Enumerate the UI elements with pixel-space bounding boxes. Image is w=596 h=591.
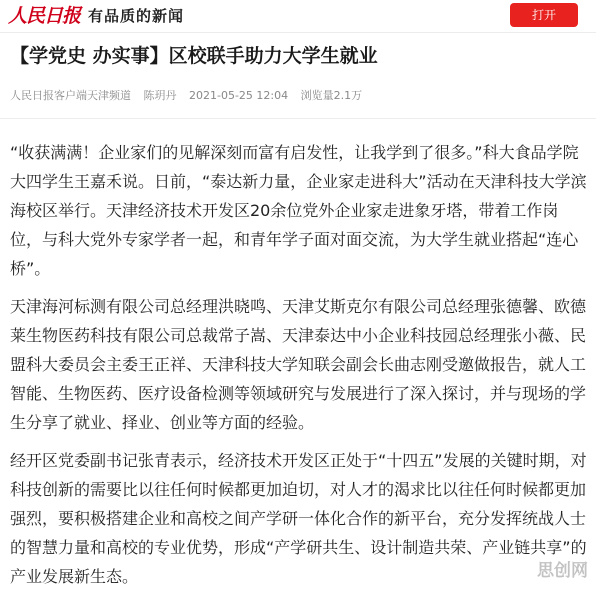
article-author: 陈玥丹: [143, 89, 177, 102]
article-paragraph-3: 经开区党委副书记张青表示，经济技术开发区正处于“十四五”发展的关键时期，对科技创新的需要比以往任何时候都更加迫切，对人才的渴求比以往任何时候都更加强烈，要积极搭建企业和高校之间产学研一体化合作的新平台，充分发挥统战人士的智慧力量和高校的专业优势，形成“产学研共生、设计制造共荣、产业链共享”的产业发展新生态。: [10, 451, 587, 586]
article-title: 【学党史 办实事】区校联手助力大学生就业: [10, 45, 378, 67]
watermark: 思创网: [537, 561, 588, 581]
article-paragraph-2: 天津海河标测有限公司总经理洪晓鸣、天津艾斯克尔有限公司总经理张德馨、欧德莱生物医药科技有限公司总裁常子嵩、天津泰达中小企业科技园总经理张小薇、民盟科大委员会主委王正祥、天津科技大学知联会副会长曲志刚受邀做报告，就人工智能、生物医药、医疗设备检测等领域研究与发展进行了深入探讨，并与现场的学生分享了就业、择业、创业等方面的经验。: [10, 297, 587, 432]
divider: [0, 118, 596, 119]
article-paragraph-1: “收获满满！企业家们的见解深刻而富有启发性，让我学到了很多。”科大食品学院大四学生王嘉禾说。日前，“泰达新力量，企业家走进科大”活动在天津科技大学滨海校区举行。天津经济技术开发区20余位党外企业家走进象牙塔，带着工作岗位，与科大党外专家学者一起，和青年学子面对面交流，为大学生就业搭起“连心桥”。: [10, 143, 587, 278]
app-logo[interactable]: 人民日报: [8, 5, 81, 27]
article-source[interactable]: 人民日报客户端天津频道: [10, 89, 131, 102]
slogan: 有品质的新闻: [88, 7, 185, 25]
open-app-button[interactable]: 打开: [510, 3, 578, 27]
top-bar: [0, 0, 596, 33]
article-views: 浏览量2.1万: [300, 89, 363, 102]
article-datetime: 2021-05-25 12:04: [189, 89, 289, 102]
article-meta: [10, 88, 371, 104]
